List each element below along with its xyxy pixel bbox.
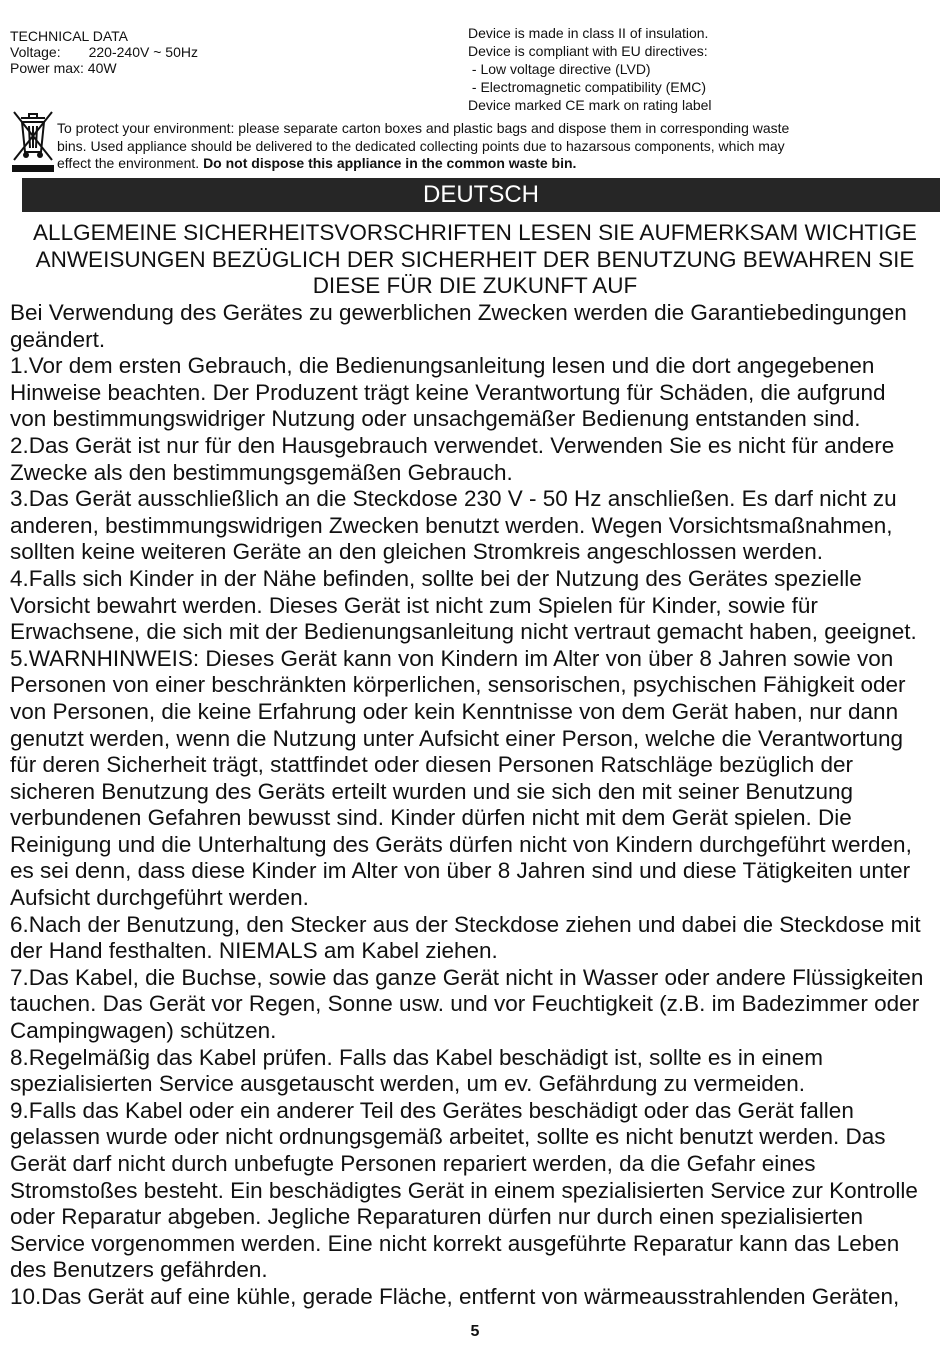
body-line: Stromstoßes besteht. Ein beschädigtes Gerät in einem spezialisierten Service zur Kontrolle: [10, 1177, 918, 1203]
body-line: 9.Falls das Kabel oder ein anderer Teil des Gerätes beschädigt oder das Gerät fallen: [10, 1097, 854, 1123]
body-line: Service vorgenommen werden. Eine nicht korrekt ausgeführte Reparatur kann das Leben: [10, 1230, 900, 1256]
body-line: spezialisierten Service ausgetauscht werden, um ev. Gefährdung zu vermeiden.: [10, 1071, 806, 1097]
compliance-line: - Low voltage directive (LVD): [468, 61, 651, 77]
voltage-label: Voltage:: [10, 44, 61, 60]
body-line: verbundenen Gefahren bewusst sind. Kinder dürfen nicht mit dem Gerät spielen. Die: [10, 805, 852, 831]
heading-line: ALLGEMEINE SICHERHEITSVORSCHRIFTEN LESEN SIE AUFMERKSAM WICHTIGE: [33, 220, 917, 245]
body-line: sicheren Benutzung des Geräts erteilt wurden und sie sich den mit seiner Benutzung: [10, 778, 853, 804]
body-line: von Personen, die keine Erfahrung oder kein Kenntnisse von dem Gerät haben, nur dann: [10, 698, 899, 724]
page-number: 5: [470, 1323, 480, 1340]
power-max: Power max: 40W: [10, 60, 117, 76]
body-line: tauchen. Das Gerät vor Regen, Sonne usw. und vor Feuchtigkeit (z.B. im Badezimmer oder: [10, 991, 920, 1017]
body-line: 8.Regelmäßig das Kabel prüfen. Falls das Kabel beschädigt ist, sollte es in einem: [10, 1044, 823, 1070]
body-line: Gerät darf nicht durch unbefugte Personen repariert werden, da die Gefahr eines: [10, 1151, 816, 1176]
body-line: von bestimmungswidriger Nutzung oder unsachgemäßer Bedienung entstanden sind.: [10, 406, 861, 432]
body-line: Vorsicht bewahrt werden. Dieses Gerät ist nicht zum Spielen für Kinder, sowie für: [10, 592, 818, 618]
environment-line: [57, 155, 937, 173]
body-line: Aufsicht durchgeführt werden.: [10, 885, 309, 911]
voltage-value: 220-240V ~ 50Hz: [88, 44, 198, 60]
body-line: 7.Das Kabel, die Buchse, sowie das ganze Gerät nicht in Wasser oder andere Flüssigkeiten: [10, 964, 924, 990]
technical-data-title: TECHNICAL DATA: [10, 28, 128, 44]
voltage-row: [10, 44, 198, 60]
body-line: genutzt werden, wenn die Nutzung unter Aufsicht einer Person, welche die Verantwortung: [10, 725, 904, 751]
compliance-line: Device is compliant with EU directives:: [468, 43, 708, 59]
body-line: Reinigung und die Unterhaltung des Geräts dürfen nicht von Kindern durchgeführt werden,: [10, 831, 912, 857]
body-line: des Benutzers gefährden.: [10, 1257, 268, 1283]
body-line: Bei Verwendung des Gerätes zu gewerblichen Zwecken werden die Garantiebedingungen: [10, 300, 907, 325]
body-line: 3.Das Gerät ausschließlich an die Steckdose 230 V - 50 Hz anschließen. Es darf nicht zu: [10, 486, 897, 512]
compliance-line: Device marked CE mark on rating label: [468, 97, 712, 113]
body-line: gelassen wurde oder nicht ordnungsgemäß arbeitet, sollte es nicht benutzt werden. Das: [10, 1124, 886, 1150]
environment-line: To protect your environment: please separate carton boxes and plastic bags and dispose them in corresponding waste: [57, 120, 790, 136]
body-line: 6.Nach der Benutzung, den Stecker aus der Steckdose ziehen und dabei die Steckdose mit: [10, 911, 921, 937]
language-band: DEUTSCH: [22, 178, 940, 212]
body-line: Campingwagen) schützen.: [10, 1018, 277, 1044]
body-line: 1.Vor dem ersten Gebrauch, die Bedienungsanleitung lesen und die dort angegebenen: [10, 353, 875, 379]
body-line: 2.Das Gerät ist nur für den Hausgebrauch verwendet. Verwenden Sie es nicht für andere: [10, 432, 895, 458]
crossed-out-wheelie-bin-icon: [10, 108, 56, 174]
body-line: Erwachsene, die sich mit der Bedienungsanleitung nicht vertraut gemacht haben, geeignet.: [10, 619, 917, 645]
body-line: der Hand festhalten. NIEMALS am Kabel ziehen.: [10, 938, 498, 964]
heading-line: ANWEISUNGEN BEZÜGLICH DER SICHERHEIT DER BENUTZUNG BEWAHREN SIE: [35, 246, 915, 272]
body-line: Personen von einer beschränkten körperlichen, sensorischen, psychischen Fähigkeit oder: [10, 672, 906, 698]
environment-line-start: effect the environment.: [57, 155, 204, 171]
environment-line: bins. Used appliance should be delivered to the dedicated collecting points due to hazarsous components, which may: [57, 137, 785, 154]
body-line: Hinweise beachten. Der Produzent trägt keine Verantwortung für Schäden, die aufgrund: [10, 379, 886, 405]
body-line: 10.Das Gerät auf eine kühle, gerade Fläche, entfernt von wärmeausstrahlenden Geräten,: [10, 1283, 900, 1309]
body-line: 5.WARNHINWEIS: Dieses Gerät kann von Kindern im Alter von über 8 Jahren sowie von: [10, 645, 894, 671]
body-line: geändert.: [10, 326, 106, 352]
body-line: sollten keine weiteren Geräte an den gleichen Stromkreis angeschlossen werden.: [10, 539, 823, 565]
safety-heading: [0, 220, 950, 300]
environment-note: [57, 120, 937, 173]
compliance-block: [468, 24, 712, 114]
body-line: oder Reparatur abgeben. Jegliche Reparaturen dürfen nur durch einen spezialisierten: [10, 1204, 864, 1230]
body-line: 4.Falls sich Kinder in der Nähe befinden, sollte bei der Nutzung des Gerätes spezielle: [10, 565, 862, 591]
technical-data-block: [10, 28, 198, 76]
body-line: anderen, bestimmungswidrigen Zwecken benutzt werden. Wegen Vorsichtsmaßnahmen,: [10, 512, 893, 538]
heading-line: DIESE FÜR DIE ZUKUNFT AUF: [312, 273, 638, 298]
compliance-line: Device is made in class II of insulation.: [468, 25, 709, 41]
body-line: es sei denn, dass diese Kinder im Alter von über 8 Jahren sind und diese Tätigkeiten unter: [10, 858, 911, 884]
safety-instructions: [10, 300, 945, 1311]
compliance-line: - Electromagnetic compatibility (EMC): [468, 79, 707, 95]
body-line: Zwecke als den bestimmungsgemäßen Gebrauch.: [10, 459, 513, 485]
body-line: für deren Sicherheit trägt, stattfindet oder diesen Personen Ratschläge bezüglich der: [10, 752, 854, 778]
environment-warning: Do not dispose this appliance in the common waste bin.: [203, 155, 577, 171]
